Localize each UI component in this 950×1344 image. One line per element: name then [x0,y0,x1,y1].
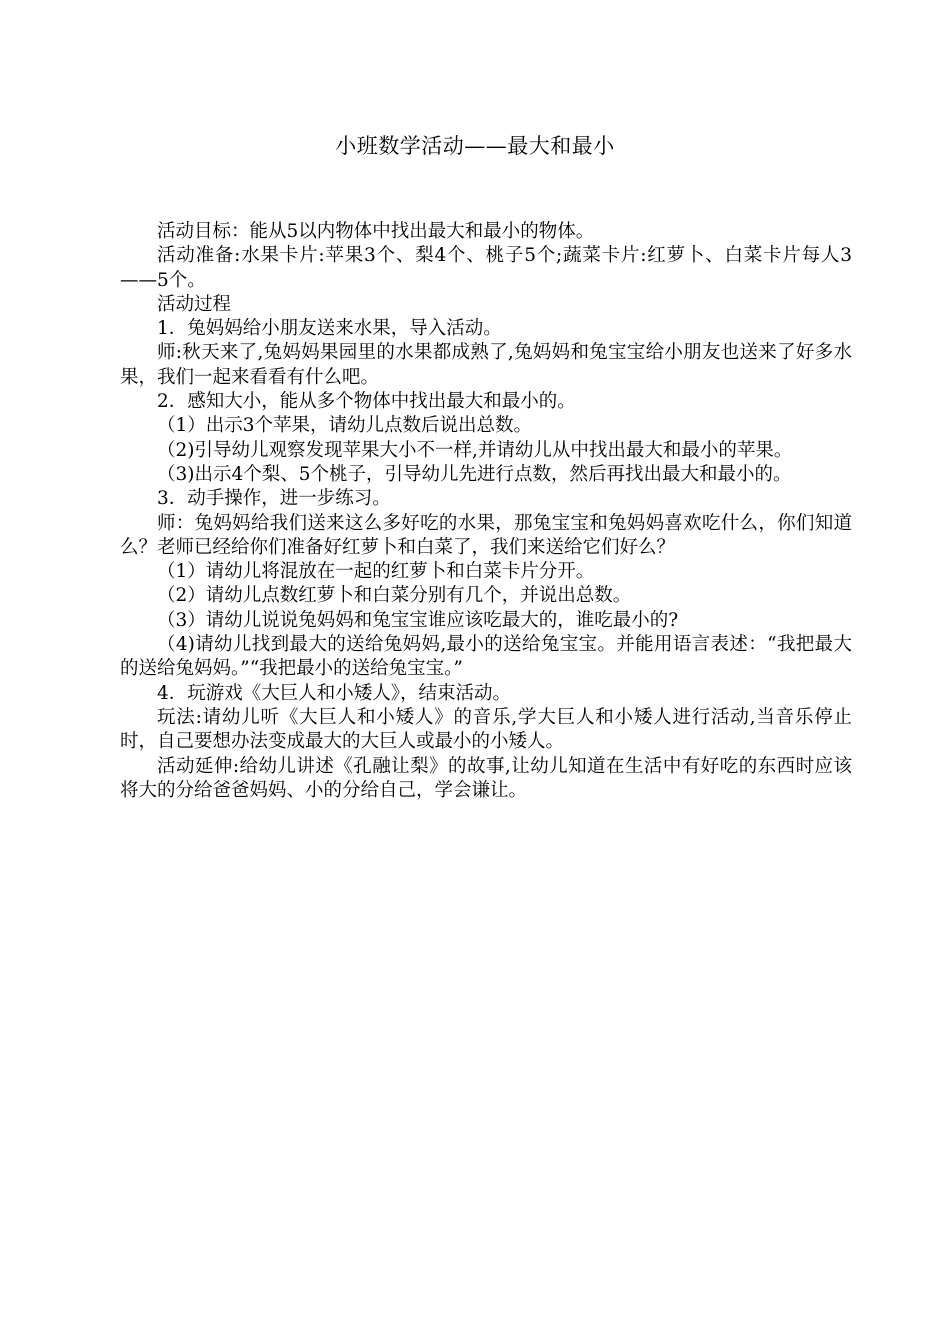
paragraph-game-rules: 玩法:请幼儿听《大巨人和小矮人》的音乐,学大巨人和小矮人进行活动,当音乐停止时，自己要想办法变成最大的大巨人或最小的小矮人。 [120,706,852,753]
paragraph-step-3-item-4: （4)请幼儿找到最大的送给兔妈妈,最小的送给兔宝宝。并能用语言表述：“我把最大的送给兔妈妈。”“我把最小的送给兔宝宝。” [120,634,852,680]
paragraph-step-3-item-1: （1）请幼儿将混放在一起的红萝卜和白菜卡片分开。 [157,561,595,583]
paragraph-step-2-item-1: （1）出示3个苹果，请幼儿点数后说出总数。 [157,415,533,437]
paragraph-step-3-item-2: （2）请幼儿点数红萝卜和白菜分别有几个，并说出总数。 [157,585,632,607]
paragraph-goal: 活动目标：能从5以内物体中找出最大和最小的物体。 [157,221,595,242]
paragraph-step-4: 4．玩游戏《大巨人和小矮人》，结束活动。 [157,682,512,704]
paragraph-teacher-1: 师:秋天来了,兔妈妈果园里的水果都成熟了,兔妈妈和兔宝宝给小朋友也送来了好多水果，我们一起来看看有什么吧。 [120,342,852,388]
paragraph-process-heading: 活动过程 [157,293,232,315]
paragraph-preparation: 活动准备:水果卡片:苹果3个、梨4个、桃子5个;蔬菜卡片:红萝卜、白菜卡片每人3——5个。 [120,245,852,291]
paragraph-teacher-2: 师：兔妈妈给我们送来这么多好吃的水果，那兔宝宝和兔妈妈喜欢吃什么，你们知道么？老师已经给你们准备好红萝卜和白菜了，我们来送给它们好么？ [120,512,852,558]
paragraph-extension: 活动延伸:给幼儿讲述《孔融让梨》的故事,让幼儿知道在生活中有好吃的东西时应该将大的分给爸爸妈妈、小的分给自己，学会谦让。 [120,755,852,801]
paragraph-step-3-item-3: （3）请幼儿说说兔妈妈和兔宝宝谁应该吃最大的，谁吃最小的? [157,609,679,631]
paragraph-step-1: 1．兔妈妈给小朋友送来水果，导入活动。 [157,318,502,340]
document-title: 小班数学活动——最大和最小 [335,134,615,158]
paragraph-step-3: 3．动手操作，进一步练习。 [157,488,391,510]
document-body [120,220,852,803]
paragraph-step-2-item-3: （3)出示4个梨、5个桃子，引导幼儿先进行点数，然后再找出最大和最小的。 [157,463,792,485]
paragraph-step-2: 2．感知大小，能从多个物体中找出最大和最小的。 [157,391,576,413]
paragraph-step-2-item-2: （2)引导幼儿观察发现苹果大小不一样,并请幼儿从中找出最大和最小的苹果。 [157,439,793,461]
